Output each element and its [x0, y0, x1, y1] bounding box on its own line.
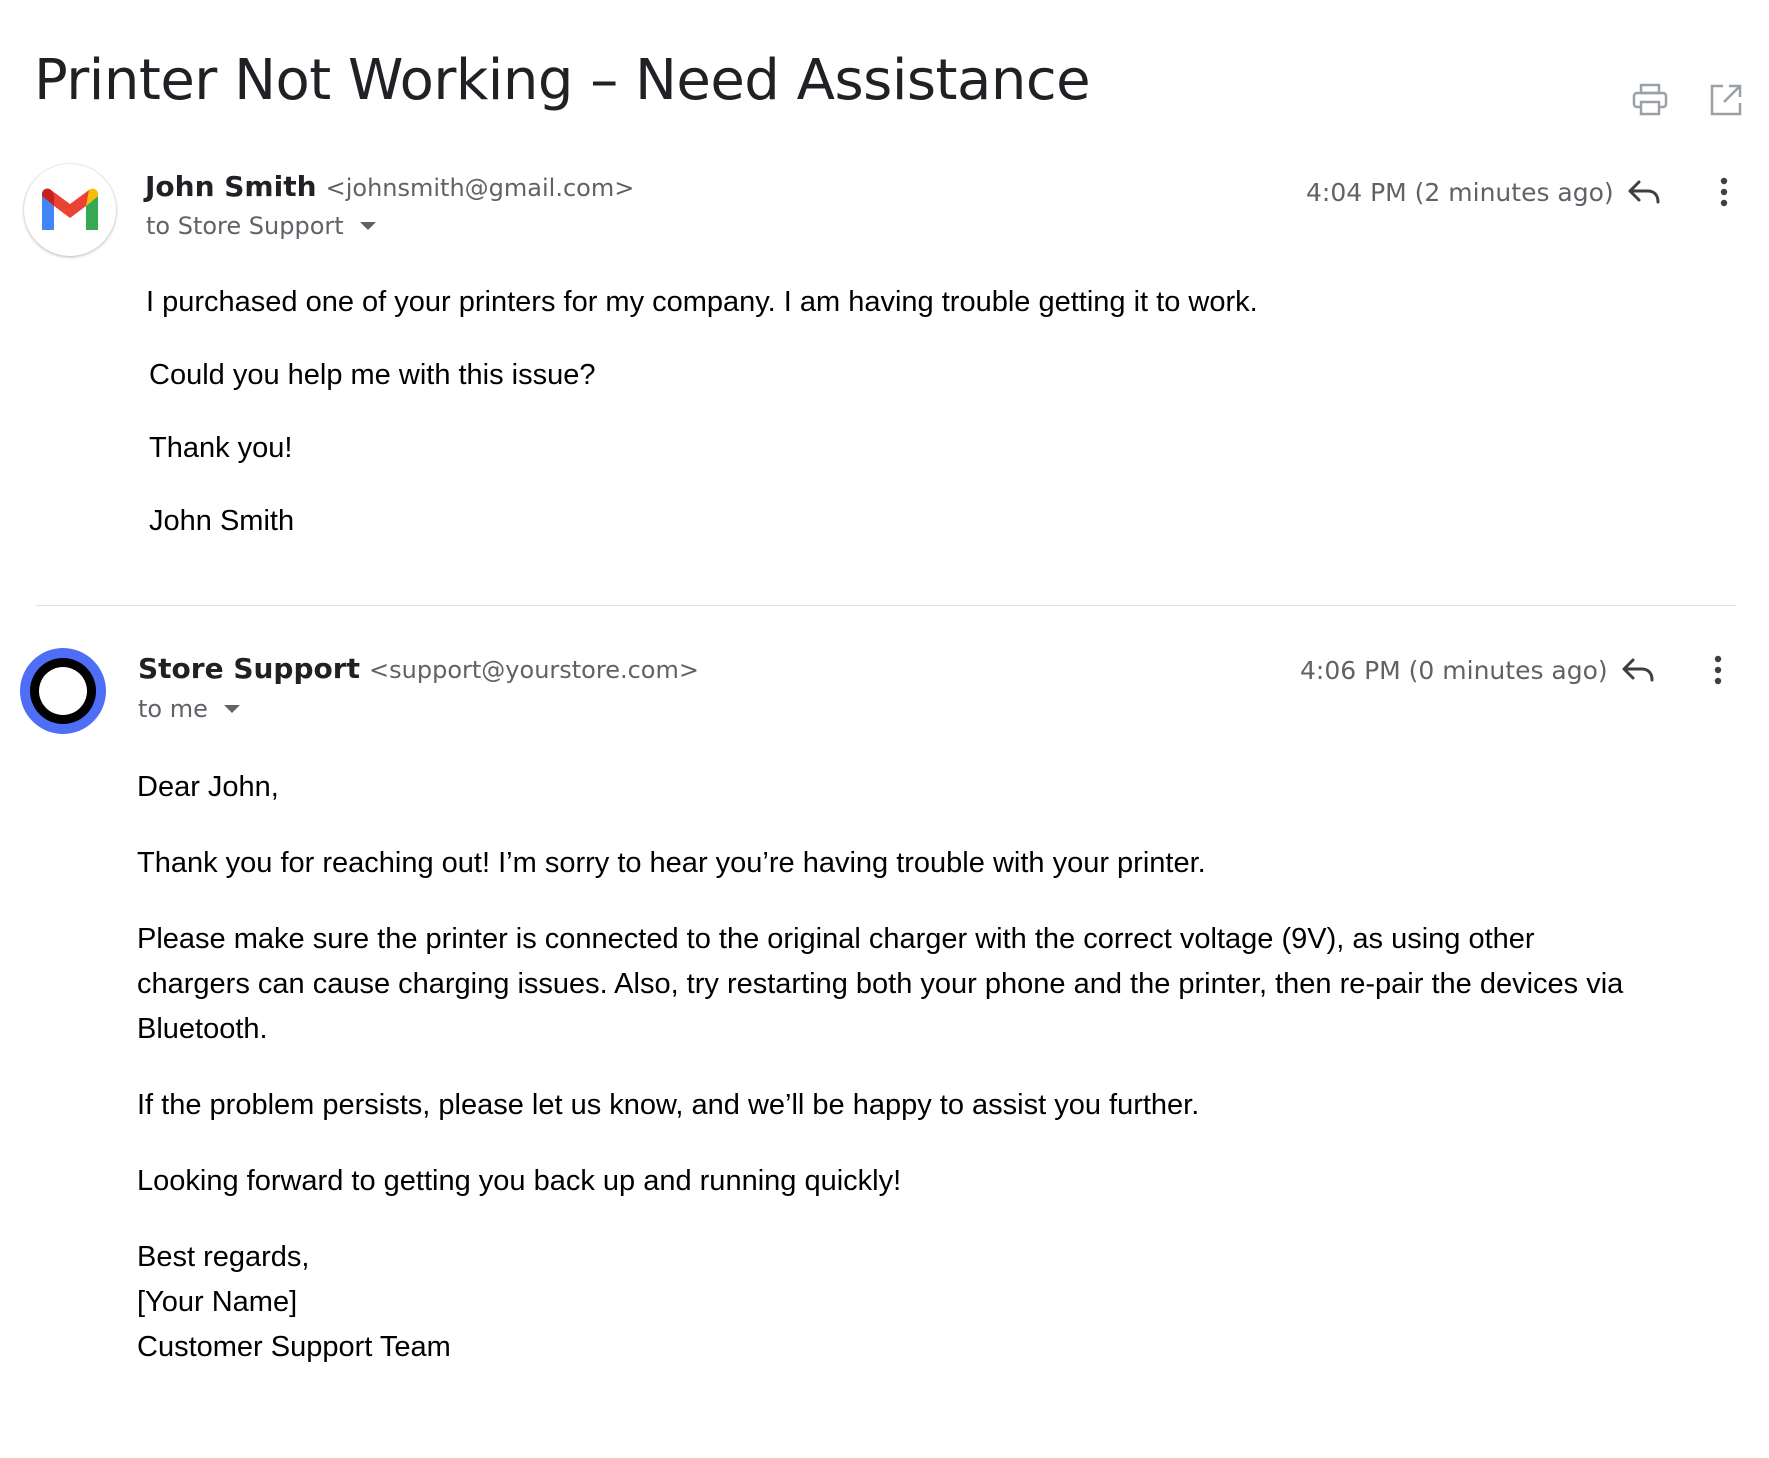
ring-avatar-icon [30, 658, 96, 724]
signature-line: [Your Name] [137, 1286, 298, 1318]
reply-icon [1626, 178, 1662, 206]
sender-email: <support@yourstore.com> [369, 656, 699, 684]
message-time: 4:06 PM (0 minutes ago) [1300, 656, 1608, 685]
body-paragraph: If the problem persists, please let us know, and we’ll be happy to assist you further. [137, 1089, 1200, 1121]
signature-line: Customer Support Team [137, 1331, 451, 1363]
reply-button[interactable] [1614, 646, 1662, 694]
open-in-new-window-icon [1709, 83, 1743, 117]
more-vert-icon [1713, 655, 1723, 685]
sender-line [138, 652, 699, 685]
sender-avatar[interactable] [20, 648, 106, 734]
signature-line: Best regards, [137, 1241, 310, 1273]
body-paragraph: Please make sure the printer is connected to the original charger with the correct voltage (9V), as using other chargers can cause charging issues. Also, try restarting both your phone and the printer, then re-pair the devices via Bluetooth. [137, 923, 1624, 1045]
body-paragraph: John Smith [149, 505, 295, 537]
message-divider [36, 605, 1736, 606]
reply-icon [1620, 656, 1656, 684]
sender-avatar[interactable] [24, 164, 116, 256]
message-body [146, 280, 1596, 544]
chevron-down-icon[interactable] [224, 705, 240, 713]
recipient-label: to me [138, 695, 208, 723]
reply-button[interactable] [1620, 168, 1668, 216]
message-body [137, 765, 1637, 1370]
sender-email: <johnsmith@gmail.com> [325, 174, 635, 202]
recipient-line[interactable] [138, 695, 240, 723]
print-button[interactable] [1630, 80, 1670, 120]
chevron-down-icon[interactable] [360, 222, 376, 230]
more-options-button[interactable] [1694, 646, 1742, 694]
recipient-label: to Store Support [146, 212, 344, 240]
sender-name[interactable]: John Smith [145, 170, 317, 203]
more-vert-icon [1719, 177, 1729, 207]
more-options-button[interactable] [1700, 168, 1748, 216]
open-in-new-window-button[interactable] [1706, 80, 1746, 120]
body-paragraph: Could you help me with this issue? [149, 359, 596, 391]
message-time: 4:04 PM (2 minutes ago) [1306, 178, 1614, 207]
email-subject: Printer Not Working – Need Assistance [34, 48, 1091, 113]
body-paragraph: Thank you for reaching out! I’m sorry to hear you’re having trouble with your printer. [137, 847, 1206, 879]
body-paragraph: Dear John, [137, 771, 279, 803]
sender-line [145, 170, 634, 203]
body-paragraph: I purchased one of your printers for my company. I am having trouble getting it to work. [146, 286, 1258, 318]
body-paragraph: Looking forward to getting you back up and running quickly! [137, 1165, 902, 1197]
recipient-line[interactable] [146, 212, 376, 240]
sender-name[interactable]: Store Support [138, 652, 360, 685]
gmail-logo-icon [38, 186, 102, 234]
body-paragraph: Thank you! [149, 432, 293, 464]
print-icon [1632, 83, 1668, 117]
